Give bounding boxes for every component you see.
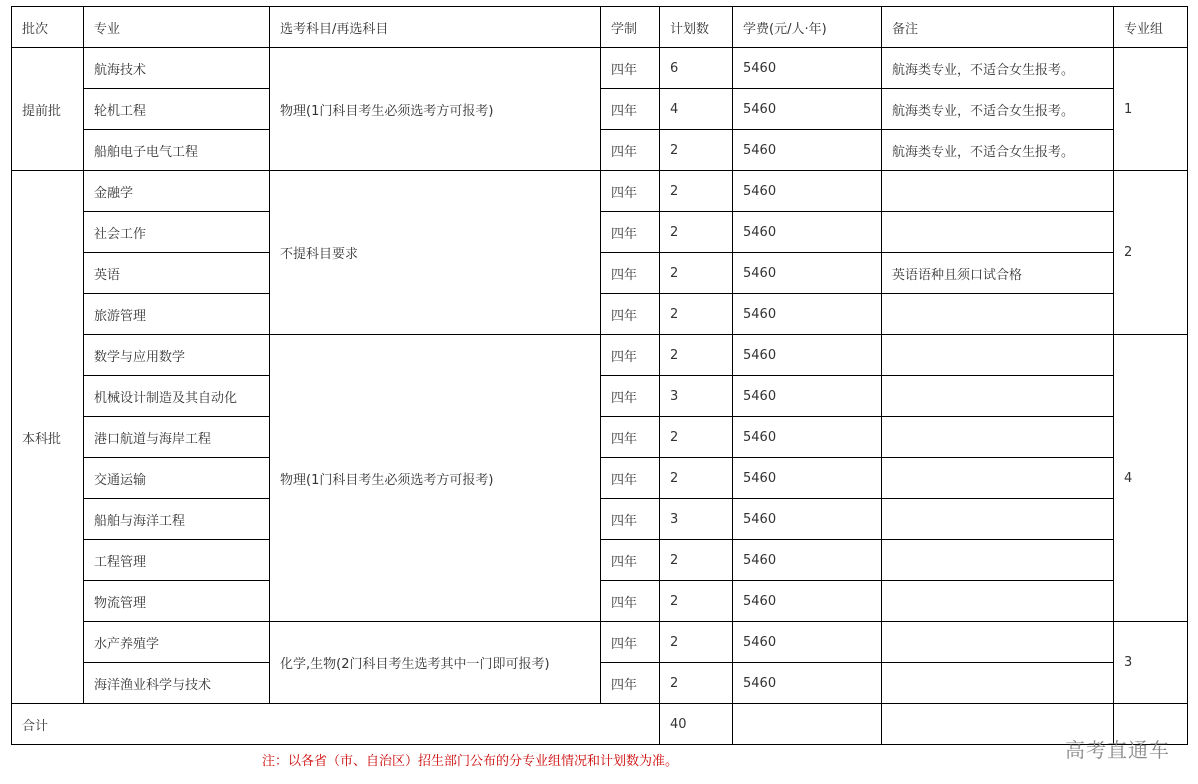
major-cell: 机械设计制造及其自动化	[84, 376, 270, 417]
header-major: 专业	[84, 7, 270, 48]
major-cell: 英语	[84, 253, 270, 294]
duration-cell: 四年	[601, 48, 660, 89]
plan-cell: 4	[660, 89, 733, 130]
plan-cell: 3	[660, 376, 733, 417]
subject-cell: 不提科目要求	[270, 171, 601, 335]
fee-cell: 5460	[733, 581, 882, 622]
duration-cell: 四年	[601, 171, 660, 212]
header-row	[12, 7, 1188, 48]
total-label: 合计	[12, 704, 660, 745]
major-cell: 旅游管理	[84, 294, 270, 335]
duration-cell: 四年	[601, 417, 660, 458]
header-group: 专业组	[1114, 7, 1188, 48]
remark-cell	[882, 581, 1114, 622]
plan-cell: 6	[660, 48, 733, 89]
duration-cell: 四年	[601, 253, 660, 294]
duration-cell: 四年	[601, 581, 660, 622]
remark-cell: 航海类专业，不适合女生报考。	[882, 48, 1114, 89]
remark-cell	[882, 540, 1114, 581]
major-cell: 金融学	[84, 171, 270, 212]
header-duration: 学制	[601, 7, 660, 48]
fee-cell: 5460	[733, 212, 882, 253]
fee-cell: 5460	[733, 89, 882, 130]
table-row	[12, 335, 1188, 376]
total-plan: 40	[660, 704, 733, 745]
plan-cell: 2	[660, 212, 733, 253]
plan-cell: 2	[660, 294, 733, 335]
major-cell: 物流管理	[84, 581, 270, 622]
header-remark: 备注	[882, 7, 1114, 48]
fee-cell: 5460	[733, 622, 882, 663]
remark-cell	[882, 171, 1114, 212]
duration-cell: 四年	[601, 458, 660, 499]
header-plan: 计划数	[660, 7, 733, 48]
remark-cell	[882, 499, 1114, 540]
remark-cell	[882, 458, 1114, 499]
remark-cell	[882, 663, 1114, 704]
remark-cell: 航海类专业，不适合女生报考。	[882, 89, 1114, 130]
table-row	[12, 48, 1188, 89]
fee-cell: 5460	[733, 48, 882, 89]
plan-cell: 2	[660, 335, 733, 376]
duration-cell: 四年	[601, 622, 660, 663]
remark-cell: 英语语种且须口试合格	[882, 253, 1114, 294]
total-row	[12, 704, 1188, 745]
fee-cell: 5460	[733, 540, 882, 581]
duration-cell: 四年	[601, 89, 660, 130]
major-cell: 港口航道与海岸工程	[84, 417, 270, 458]
group-cell: 3	[1114, 622, 1188, 704]
plan-cell: 2	[660, 622, 733, 663]
fee-cell: 5460	[733, 130, 882, 171]
plan-cell: 2	[660, 581, 733, 622]
duration-cell: 四年	[601, 335, 660, 376]
plan-cell: 2	[660, 253, 733, 294]
major-cell: 海洋渔业科学与技术	[84, 663, 270, 704]
remark-cell	[882, 335, 1114, 376]
plan-cell: 2	[660, 417, 733, 458]
fee-cell: 5460	[733, 253, 882, 294]
group-cell: 1	[1114, 48, 1188, 171]
major-cell: 船舶与海洋工程	[84, 499, 270, 540]
duration-cell: 四年	[601, 540, 660, 581]
major-cell: 社会工作	[84, 212, 270, 253]
plan-cell: 2	[660, 540, 733, 581]
fee-cell: 5460	[733, 499, 882, 540]
duration-cell: 四年	[601, 294, 660, 335]
remark-cell	[882, 376, 1114, 417]
duration-cell: 四年	[601, 499, 660, 540]
header-fee: 学费(元/人·年)	[733, 7, 882, 48]
major-cell: 航海技术	[84, 48, 270, 89]
duration-cell: 四年	[601, 376, 660, 417]
remark-cell	[882, 417, 1114, 458]
header-batch: 批次	[12, 7, 84, 48]
fee-cell: 5460	[733, 376, 882, 417]
header-subjects: 选考科目/再选科目	[270, 7, 601, 48]
major-cell: 数学与应用数学	[84, 335, 270, 376]
subject-cell: 物理(1门科目考生必须选考方可报考)	[270, 335, 601, 622]
plan-cell: 2	[660, 663, 733, 704]
plan-cell: 2	[660, 130, 733, 171]
group-cell: 4	[1114, 335, 1188, 622]
fee-cell: 5460	[733, 294, 882, 335]
duration-cell: 四年	[601, 130, 660, 171]
remark-cell	[882, 622, 1114, 663]
major-cell: 水产养殖学	[84, 622, 270, 663]
duration-cell: 四年	[601, 663, 660, 704]
remark-cell	[882, 212, 1114, 253]
plan-cell: 2	[660, 171, 733, 212]
subject-cell: 物理(1门科目考生必须选考方可报考)	[270, 48, 601, 171]
table-row	[12, 171, 1188, 212]
major-cell: 轮机工程	[84, 89, 270, 130]
major-cell: 交通运输	[84, 458, 270, 499]
remark-cell: 航海类专业，不适合女生报考。	[882, 130, 1114, 171]
major-cell: 工程管理	[84, 540, 270, 581]
fee-cell: 5460	[733, 417, 882, 458]
duration-cell: 四年	[601, 212, 660, 253]
footnote: 注：以各省（市、自治区）招生部门公布的分专业组情况和计划数为准。	[261, 754, 678, 769]
subject-cell: 化学,生物(2门科目考生选考其中一门即可报考)	[270, 622, 601, 704]
major-cell: 船舶电子电气工程	[84, 130, 270, 171]
admissions-table	[11, 6, 1188, 745]
fee-cell: 5460	[733, 171, 882, 212]
plan-cell: 2	[660, 458, 733, 499]
plan-cell: 3	[660, 499, 733, 540]
total-fee-empty	[733, 704, 882, 745]
fee-cell: 5460	[733, 335, 882, 376]
table-row	[12, 622, 1188, 663]
fee-cell: 5460	[733, 458, 882, 499]
group-cell: 2	[1114, 171, 1188, 335]
watermark: 高考直通车	[1065, 738, 1170, 762]
batch-cell-early: 提前批	[12, 48, 84, 171]
fee-cell: 5460	[733, 663, 882, 704]
remark-cell	[882, 294, 1114, 335]
batch-cell-undergrad: 本科批	[12, 171, 84, 704]
